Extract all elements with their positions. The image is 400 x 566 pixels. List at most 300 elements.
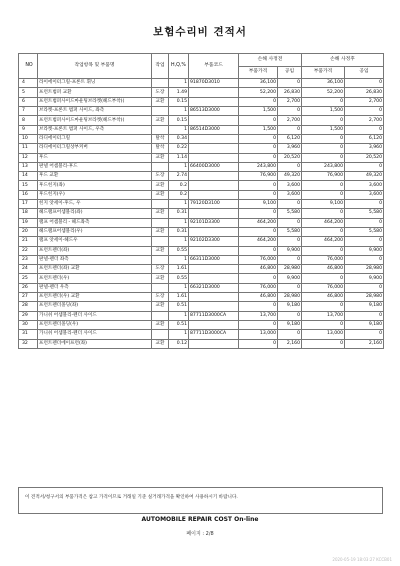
row-hq: 0.51: [169, 302, 189, 311]
row-after-labor: 49,320: [345, 172, 384, 181]
row-after-parts: 0: [302, 209, 345, 218]
table-row: [19, 88, 384, 97]
row-code: 87711D3000CA: [189, 330, 239, 339]
table-row: [19, 311, 384, 320]
row-code: [189, 209, 239, 218]
row-item: 프런트펜더(우): [38, 274, 152, 283]
row-before-parts: 0: [239, 116, 278, 125]
row-after-parts: 1,500: [302, 107, 345, 116]
row-work: 교환: [152, 153, 169, 162]
row-before-parts: 0: [239, 190, 278, 199]
row-no: 28: [19, 302, 38, 311]
row-after-parts: 13,000: [302, 330, 345, 339]
row-work: 교환: [152, 181, 169, 190]
row-work: [152, 125, 169, 134]
row-after-parts: 13,700: [302, 311, 345, 320]
table-row: [19, 107, 384, 116]
row-before-parts: 0: [239, 134, 278, 143]
row-before-parts: 0: [239, 246, 278, 255]
row-code: [189, 293, 239, 302]
row-before-parts: 0: [239, 97, 278, 106]
table-row: [19, 330, 384, 339]
row-before-parts: 1,500: [239, 125, 278, 134]
row-item: 램프 어셈블리 - 헤드좌측: [38, 218, 152, 227]
row-item: 라디에이터그릴상부커버: [38, 144, 152, 153]
row-no: 32: [19, 339, 38, 348]
row-item: 프런트펜더(우) 교환: [38, 293, 152, 302]
row-before-labor: 0: [278, 79, 302, 88]
row-code: [189, 97, 239, 106]
row-before-labor: 0: [278, 200, 302, 209]
table-row: [19, 79, 384, 88]
row-no: 15: [19, 181, 38, 190]
row-no: 16: [19, 190, 38, 199]
row-hq: 0.15: [169, 116, 189, 125]
row-before-labor: 0: [278, 255, 302, 264]
row-after-parts: 46,800: [302, 265, 345, 274]
row-work: 교환: [152, 246, 169, 255]
row-after-parts: 76,000: [302, 283, 345, 292]
row-no: 14: [19, 172, 38, 181]
row-before-parts: 243,800: [239, 162, 278, 171]
row-after-labor: 9,180: [345, 302, 384, 311]
row-before-parts: 36,100: [239, 79, 278, 88]
row-after-parts: 76,000: [302, 255, 345, 264]
row-after-labor: 2,700: [345, 97, 384, 106]
row-after-labor: 0: [345, 255, 384, 264]
row-after-parts: 76,900: [302, 172, 345, 181]
row-before-parts: 76,900: [239, 172, 278, 181]
row-work: 교환: [152, 209, 169, 218]
header-before: 손해 사정전: [239, 54, 302, 67]
row-code: [189, 116, 239, 125]
header-before-parts: 부품가격: [239, 66, 278, 79]
table-row: [19, 144, 384, 153]
row-after-labor: 9,900: [345, 246, 384, 255]
row-before-parts: 0: [239, 181, 278, 190]
row-code: 66311D3000: [189, 255, 239, 264]
row-before-labor: 2,160: [278, 339, 302, 348]
row-hq: 0.15: [169, 97, 189, 106]
row-work: [152, 311, 169, 320]
table-row: [19, 190, 384, 199]
row-before-parts: 0: [239, 153, 278, 162]
row-after-parts: 464,200: [302, 237, 345, 246]
row-code: 91870D3010: [189, 79, 239, 88]
row-before-parts: 13,000: [239, 330, 278, 339]
row-after-parts: 0: [302, 302, 345, 311]
table-row: [19, 200, 384, 209]
row-code: 92102D3300: [189, 237, 239, 246]
table-row: [19, 274, 384, 283]
row-after-parts: 0: [302, 134, 345, 143]
table-row: [19, 181, 384, 190]
row-before-labor: 0: [278, 311, 302, 320]
row-hq: 1.14: [169, 153, 189, 162]
row-after-parts: 0: [302, 181, 345, 190]
row-hq: 1: [169, 79, 189, 88]
row-no: 17: [19, 200, 38, 209]
row-no: 9: [19, 125, 38, 134]
row-hq: 1: [169, 162, 189, 171]
row-hq: 1: [169, 283, 189, 292]
row-no: 4: [19, 79, 38, 88]
row-after-labor: 0: [345, 125, 384, 134]
row-after-parts: 1,500: [302, 125, 345, 134]
row-before-parts: 13,700: [239, 311, 278, 320]
row-before-labor: 9,900: [278, 246, 302, 255]
row-work: 도장: [152, 293, 169, 302]
row-code: [189, 172, 239, 181]
row-no: 21: [19, 237, 38, 246]
row-before-labor: 9,180: [278, 302, 302, 311]
row-no: 6: [19, 97, 38, 106]
table-row: [19, 237, 384, 246]
row-no: 26: [19, 283, 38, 292]
row-item: 램프 앗세이-헤드우: [38, 237, 152, 246]
row-after-labor: 3,960: [345, 144, 384, 153]
table-row: [19, 209, 384, 218]
row-no: 23: [19, 255, 38, 264]
row-before-parts: 46,800: [239, 293, 278, 302]
row-work: 도장: [152, 172, 169, 181]
row-work: [152, 200, 169, 209]
row-after-labor: 0: [345, 162, 384, 171]
row-before-parts: 76,000: [239, 283, 278, 292]
table-row: [19, 283, 384, 292]
row-after-labor: 0: [345, 79, 384, 88]
row-item: 판넬 어셈블리-후드: [38, 162, 152, 171]
row-hq: 1.49: [169, 88, 189, 97]
row-hq: 1: [169, 255, 189, 264]
row-after-labor: 5,580: [345, 209, 384, 218]
row-work: 도장: [152, 265, 169, 274]
row-work: 교환: [152, 339, 169, 348]
estimate-table: [18, 53, 384, 349]
row-hq: 1: [169, 200, 189, 209]
row-work: 도장: [152, 88, 169, 97]
row-after-parts: 0: [302, 144, 345, 153]
row-after-parts: 0: [302, 116, 345, 125]
table-row: [19, 293, 384, 302]
row-code: 79120D3100: [189, 200, 239, 209]
row-work: 교환: [152, 302, 169, 311]
header-work: 작업: [152, 54, 169, 79]
table-row: [19, 97, 384, 106]
row-before-parts: 76,000: [239, 255, 278, 264]
row-work: [152, 79, 169, 88]
row-code: [189, 274, 239, 283]
row-no: 13: [19, 162, 38, 171]
row-before-parts: 464,200: [239, 237, 278, 246]
row-before-labor: 20,520: [278, 153, 302, 162]
row-before-parts: 0: [239, 320, 278, 329]
row-code: [189, 190, 239, 199]
table-row: [19, 339, 384, 348]
print-stamp: 2020-05-19 18:03:27 KCCB01: [332, 557, 392, 562]
row-work: 교환: [152, 116, 169, 125]
row-no: 20: [19, 227, 38, 236]
row-before-labor: 0: [278, 125, 302, 134]
row-hq: 1: [169, 107, 189, 116]
row-before-labor: 9,180: [278, 320, 302, 329]
row-work: [152, 107, 169, 116]
row-item: 후드 교환: [38, 172, 152, 181]
row-work: [152, 330, 169, 339]
row-hq: 0.55: [169, 274, 189, 283]
row-code: [189, 320, 239, 329]
table-header: [19, 54, 384, 79]
row-before-labor: 0: [278, 237, 302, 246]
row-after-labor: 0: [345, 218, 384, 227]
row-after-parts: 0: [302, 190, 345, 199]
row-code: [189, 227, 239, 236]
row-work: [152, 237, 169, 246]
row-code: [189, 88, 239, 97]
row-before-labor: 5,580: [278, 209, 302, 218]
table-row: [19, 116, 384, 125]
row-after-labor: 6,120: [345, 134, 384, 143]
row-no: 30: [19, 320, 38, 329]
table-row: [19, 320, 384, 329]
row-item: 프런트펜더(좌) 교환: [38, 265, 152, 274]
row-before-labor: 3,600: [278, 190, 302, 199]
row-hq: 1: [169, 311, 189, 320]
row-work: 교환: [152, 274, 169, 283]
row-item: 프런트펜더몰딩(우): [38, 320, 152, 329]
row-after-parts: 464,200: [302, 218, 345, 227]
row-item: 판넬-펜더 좌측: [38, 255, 152, 264]
row-hq: 1: [169, 218, 189, 227]
table-row: [19, 153, 384, 162]
row-code: [189, 144, 239, 153]
row-before-labor: 0: [278, 162, 302, 171]
row-item: 브라켓-프론트 범퍼 사이드, 우측: [38, 125, 152, 134]
row-before-parts: 9,100: [239, 200, 278, 209]
row-no: 29: [19, 311, 38, 320]
row-no: 24: [19, 265, 38, 274]
row-code: [189, 265, 239, 274]
row-code: 86514D3000: [189, 125, 239, 134]
row-work: [152, 255, 169, 264]
notice-box: [18, 487, 383, 514]
row-no: 31: [19, 330, 38, 339]
row-after-labor: 28,980: [345, 293, 384, 302]
row-after-parts: 52,200: [302, 88, 345, 97]
row-before-labor: 49,320: [278, 172, 302, 181]
row-item: 프런트펜더에이프런(좌): [38, 339, 152, 348]
table-body: [19, 79, 384, 349]
row-item: 헤드램프어셈블리(좌): [38, 209, 152, 218]
row-before-labor: 0: [278, 107, 302, 116]
row-before-parts: 52,200: [239, 88, 278, 97]
row-after-parts: 0: [302, 97, 345, 106]
row-before-labor: 2,700: [278, 97, 302, 106]
row-no: 7: [19, 107, 38, 116]
row-after-labor: 0: [345, 330, 384, 339]
row-after-labor: 9,180: [345, 320, 384, 329]
row-no: 12: [19, 153, 38, 162]
row-before-parts: 0: [239, 274, 278, 283]
row-hq: 2.74: [169, 172, 189, 181]
row-after-labor: 9,900: [345, 274, 384, 283]
table-row: [19, 227, 384, 236]
table-row: [19, 302, 384, 311]
row-after-labor: 0: [345, 311, 384, 320]
row-after-labor: 3,600: [345, 190, 384, 199]
row-after-labor: 0: [345, 237, 384, 246]
row-item: 프런트펜더몰딩(좌): [38, 302, 152, 311]
header-code: 부품코드: [189, 54, 239, 79]
row-before-labor: 9,900: [278, 274, 302, 283]
row-before-labor: 2,700: [278, 116, 302, 125]
row-work: 교환: [152, 227, 169, 236]
row-no: 8: [19, 116, 38, 125]
row-code: [189, 246, 239, 255]
row-work: 탈착: [152, 144, 169, 153]
row-code: [189, 339, 239, 348]
row-after-parts: 36,100: [302, 79, 345, 88]
notice-text: 이 견적서/청구서의 부품가격은 참고 가격이므로 거래일 기준 실거래가격을 확인하여 사용하시기 바랍니다.: [25, 495, 238, 500]
row-hq: 1.61: [169, 293, 189, 302]
row-code: 86513D3000: [189, 107, 239, 116]
row-item: 브라켓-프론트 범퍼 사이드, 좌측: [38, 107, 152, 116]
row-after-parts: 0: [302, 320, 345, 329]
row-before-labor: 26,830: [278, 88, 302, 97]
row-code: 66400D3000: [189, 162, 239, 171]
document-title: 보험수리비 견적서: [153, 26, 247, 38]
row-hq: 0.31: [169, 227, 189, 236]
row-before-parts: 46,800: [239, 265, 278, 274]
row-code: [189, 181, 239, 190]
table-row: [19, 162, 384, 171]
row-hq: 0.12: [169, 339, 189, 348]
row-hq: 0.2: [169, 181, 189, 190]
row-item: 프런트범퍼사이드마운팅브라켓(헤드부착)(: [38, 116, 152, 125]
row-code: 87711D3000CA: [189, 311, 239, 320]
row-item: 가니쉬 어셈블리-펜더 사이드: [38, 330, 152, 339]
row-before-labor: 0: [278, 283, 302, 292]
row-work: [152, 218, 169, 227]
row-hq: 1: [169, 237, 189, 246]
row-work: [152, 283, 169, 292]
row-item: 후드힌지(우): [38, 190, 152, 199]
row-item: 프런트범퍼사이드마운팅브라켓(헤드부착)(: [38, 97, 152, 106]
table-row: [19, 265, 384, 274]
page-number: 페이지 : 2/8: [186, 531, 214, 537]
row-item: 판넬-펜더 우측: [38, 283, 152, 292]
row-hq: 0.2: [169, 190, 189, 199]
header-after: 손해 사정후: [302, 54, 384, 67]
header-item: 작업항목 및 부품명: [38, 54, 152, 79]
row-before-parts: 0: [239, 227, 278, 236]
row-work: [152, 162, 169, 171]
row-code: 66321D3000: [189, 283, 239, 292]
row-item: 가니쉬 어셈블리-펜더 사이드: [38, 311, 152, 320]
row-code: [189, 153, 239, 162]
row-no: 25: [19, 274, 38, 283]
row-after-parts: 0: [302, 274, 345, 283]
row-after-labor: 28,980: [345, 265, 384, 274]
row-before-labor: 0: [278, 218, 302, 227]
table-row: [19, 246, 384, 255]
table-row: [19, 172, 384, 181]
row-after-labor: 2,160: [345, 339, 384, 348]
row-hq: 1.61: [169, 265, 189, 274]
row-work: 탈착: [152, 134, 169, 143]
row-before-labor: 28,980: [278, 265, 302, 274]
row-before-parts: 1,500: [239, 107, 278, 116]
header-after-parts: 부품가격: [302, 66, 345, 79]
row-no: 11: [19, 144, 38, 153]
table-row: [19, 218, 384, 227]
row-before-labor: 28,980: [278, 293, 302, 302]
row-after-parts: 0: [302, 227, 345, 236]
row-item: 후드힌지(좌): [38, 181, 152, 190]
footer-title: AUTOMOBILE REPAIR COST On-line: [141, 516, 259, 523]
row-code: [189, 134, 239, 143]
row-after-parts: 9,100: [302, 200, 345, 209]
row-hq: 0.51: [169, 320, 189, 329]
row-before-labor: 3,600: [278, 181, 302, 190]
row-no: 22: [19, 246, 38, 255]
row-before-parts: 0: [239, 144, 278, 153]
row-before-labor: 0: [278, 330, 302, 339]
row-before-labor: 5,580: [278, 227, 302, 236]
row-hq: 0.55: [169, 246, 189, 255]
header-before-labor: 공임: [278, 66, 302, 79]
row-work: 교환: [152, 190, 169, 199]
row-hq: 0.22: [169, 144, 189, 153]
row-item: 프런트범퍼 교환: [38, 88, 152, 97]
row-after-parts: 0: [302, 339, 345, 348]
row-item: 라이에이터그릴-프론트 휘닝: [38, 79, 152, 88]
header-after-labor: 공임: [345, 66, 384, 79]
row-before-parts: 0: [239, 339, 278, 348]
row-work: 교환: [152, 320, 169, 329]
row-before-parts: 0: [239, 209, 278, 218]
row-after-parts: 0: [302, 246, 345, 255]
row-item: 헤드램프어셈블리(우): [38, 227, 152, 236]
row-after-labor: 26,830: [345, 88, 384, 97]
row-after-parts: 0: [302, 153, 345, 162]
row-after-labor: 2,700: [345, 116, 384, 125]
row-hq: 0.31: [169, 209, 189, 218]
row-hq: 0.34: [169, 134, 189, 143]
row-after-labor: 20,520: [345, 153, 384, 162]
row-after-labor: 3,600: [345, 181, 384, 190]
row-before-parts: 464,200: [239, 218, 278, 227]
row-after-labor: 5,580: [345, 227, 384, 236]
table-row: [19, 134, 384, 143]
row-work: 교환: [152, 97, 169, 106]
row-no: 5: [19, 88, 38, 97]
row-before-labor: 3,960: [278, 144, 302, 153]
row-item: 힌지 앗세이-후드, 우: [38, 200, 152, 209]
row-after-labor: 0: [345, 283, 384, 292]
row-no: 10: [19, 134, 38, 143]
row-item: 라디에이터그릴: [38, 134, 152, 143]
row-after-labor: 0: [345, 200, 384, 209]
row-after-parts: 46,800: [302, 293, 345, 302]
row-item: 프런트펜더(좌): [38, 246, 152, 255]
row-hq: 1: [169, 125, 189, 134]
row-after-parts: 243,800: [302, 162, 345, 171]
header-hq: H,Q,%: [169, 54, 189, 79]
row-code: [189, 302, 239, 311]
row-no: 18: [19, 209, 38, 218]
row-hq: 1: [169, 330, 189, 339]
